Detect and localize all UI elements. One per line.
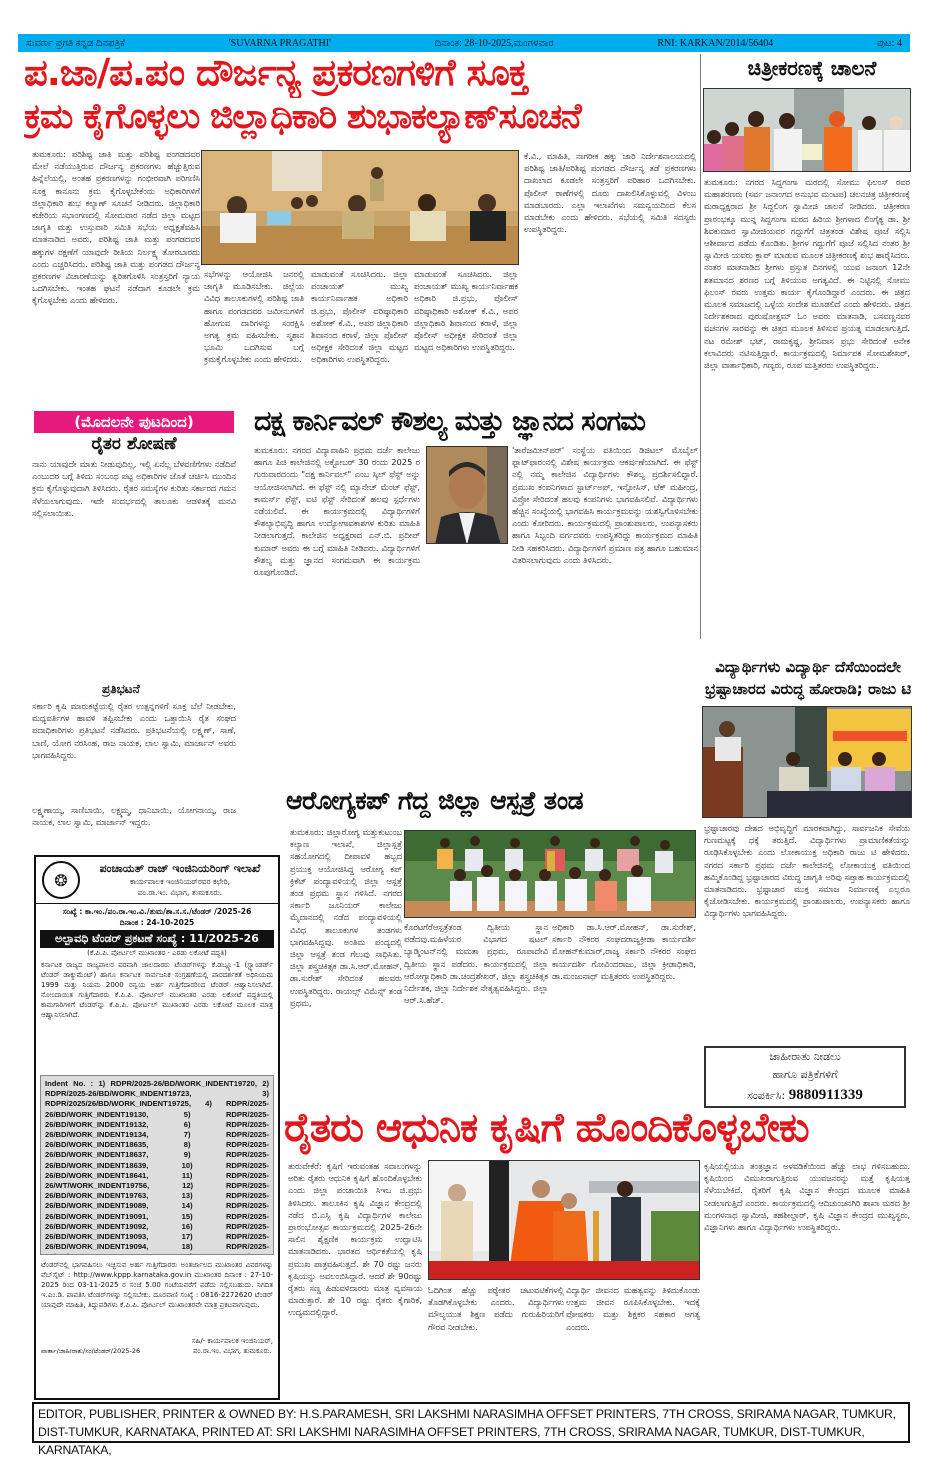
- portrait-photo: [426, 446, 508, 544]
- modern-farming-headline: ರೈತರು ಆಧುನಿಕ ಕೃಷಿಗೆ ಹೊಂದಿಕೊಳ್ಳಬೇಕು: [284, 1108, 809, 1151]
- tender-date: ದಿನಾಂಕ : 24-10-2025: [119, 918, 195, 927]
- tender-office-line1: ಕಾರ್ಯಪಾಲಕ ಇಂಜಿನಿಯರ್‌ರವರ ಕಛೇರಿ,: [129, 877, 231, 886]
- modern-farming-caption2: ವಿದ್ಯಾರ್ಥಿ ಜೀವನದ ಮಹತ್ವವನ್ನು ತಿಳಿದುಕೊಂಡು ಉತ್ತಮ ಜೀವನ ರೂಪಿಸಿಕೊಳ್ಳಬೇಕು. ಇದಕ್ಕೆ ಪೋಷಕರು ಮತ್ತು ಶಿಕ್ಷಕರ ಸಹಕಾರ ಅಗತ್ಯ ಎಂದರು.: [566, 1285, 700, 1332]
- lecture-photo: [702, 706, 912, 818]
- tender-sign-line1: ಸಹಿ/- ಕಾರ್ಯಪಾಲಕ ಇಂಜಿನಿಯರ್,: [191, 1337, 273, 1345]
- filming-headline: ಚಿತ್ರೀಕರಣಕ್ಕೆ ಚಾಲನೆ: [747, 58, 877, 80]
- ad-contact-label: ಸಂಪರ್ಕಿಸಿ:: [747, 1089, 786, 1102]
- tender-notice-subtitle: (ಕೆ.ಪಿ.ಪಿ. ಪೋರ್ಟಲ್ ಮುಖಾಂತರ - ಎರಡು ಲಕೋಟೆ ಪದ್ಧತಿ): [87, 949, 227, 957]
- lead-story-col3: ಮಾಡುವಂತೆ ಸೂಚಿಸಿದರು. ಜಿಲ್ಲಾ ಪಂಚಾಯತ್ ಮುಖ್ಯ ಕಾರ್ಯನಿರ್ವಾಹಕ ಅಧಿಕಾರಿ ಜಿ.ಪ್ರಭು, ಪೊಲೀಸ್ ವರಿಷ್ಠಾಧಿಕಾರಿ ಅಶೋಕ್ ಕೆ.ವಿ., ಅಪರ ಜಿಲ್ಲಾಧಿಕಾರಿ ಶಿವಾನಂದ ಕರಾಳೆ, ಜಿಲ್ಲಾ ಪೊಲೀಸ್ ಅಧೀಕ್ಷಕ ಸೇರಿದಂತೆ ಜಿಲ್ಲಾ ಮಟ್ಟದ ಅಧಿಕಾರಿಗಳು ಉಪಸ್ಥಿತರಿದ್ದರು.: [311, 269, 408, 365]
- hospital-caption1: ಕೊರಟಗೆರೆಆಸ್ಪತ್ರೆತಂಡ ದ್ವಿತೀಯ ಸ್ಥಾನ ಪಡೆದವು.ಮಹಿಳೆಯರ ವಿಭಾಗದ ಷಟಲ್ ಬ್ಯಾಡ್ಮಿಂಟನ್‌ನಲ್ಲಿ ಮಮತಾ ಪ್ರಥಮ, ರೂಪಾದೇವಿ ದ್ವಿತೀಯ ಸ್ಥಾನ ಪಡೆದರು. ಕಾರ್ಯಕ್ರಮದಲ್ಲಿ ಜಿಲ್ಲಾ ಆರೋಗ್ಯಾಧಿಕಾರಿ ಡಾ.ಚಂದ್ರಶೇಖರ್, ಜಿಲ್ಲಾ ಶಸ್ತ್ರಚಿಕಿತ್ಸಕ ನಿರ್ದೇಶಕ, ಜಿಲ್ಲಾ ನಿರ್ದೇಶಕ ನೇತೃತ್ವವಹಿಸಿದ್ದರು. ಜಿಲ್ಲಾ ಆರ್.ಸಿ.ಹೆಚ್.: [404, 922, 548, 1006]
- protest-names: ಲಕ್ಷ್ಮಣಾಯ್ಕ, ಸಾಣಿಬಾಯಿ, ಲಕ್ಷ್ಮಮ್ಮ, ಧಾನಿಬಾಯಿ, ಯೋಗನಾಯ್ಕ, ರಾಜ ನಾಯಕ, ಲಾಲ ಸ್ವಾಮಿ, ಮಾರ್ಜಾನ್ ಇದ್ದರು.: [32, 805, 236, 828]
- page-number: ಪುಟ: 4: [877, 37, 902, 49]
- filming-story-body: ತುಮಕೂರು: ನಗರದ ಸಿದ್ದಗಂಗಾ ಮಠದಲ್ಲಿ ಸೋಮು ಫಿಲಂಸ್ ರವರ ಮಹಾಶರಣರು (ಸರ್ವ ಜನಾಂಗದ ಅನುಭವ ಮಂಟಪ) ಚಲನಚಿತ್ರ ಚಿತ್ರೀಕರಣಕ್ಕೆ ಮಠಾಧ್ಯಕ್ಷರಾದ ಶ್ರೀ ಸಿದ್ದಲಿಂಗ ಸ್ವಾಮೀಜಿ ಚಾಲನೆ ನೀಡಿದರು. ಚಿತ್ರೀಕರಣ ಪ್ರಾರಂಭಕ್ಕೂ ಮುನ್ನ ಸಿದ್ದಗಂಗಾ ಮಠದ ಹಿರಿಯ ಶ್ರೀಗಳಾದ ಲಿಂಗೈಕ್ಯ ಡಾ. ಶ್ರೀ ಶಿವಕುಮಾರ ಸ್ವಾಮೀಜಿಯವರ ಗದ್ದುಗೆಗೆ ಚಿತ್ರತಂಡ ವಿಶೇಷ ಪೂಜೆ ಸಲ್ಲಿಸಿ ಆಶೀರ್ವಾದ ಪಡೆದು ಕೊಂಡಿತು. ಶ್ರೀಗಳ ಗದ್ದುಗೆಗೆ ಪೂಜೆ ಸಲ್ಲಿಸಿದ ನಂತರ ಶ್ರೀ ಸ್ವಾಮೀಜಿ ಯವರು ಕ್ಲಾಪ್ ಮಾಡುವ ಮೂಲಕ ಚಿತ್ರೀಕರಣಕ್ಕೆ ಶುಭ ಹಾರೈಸಿದರು. ನಂತರ ಮಾತನಾಡಿದ ಶ್ರೀಗಳು ಪ್ರಸ್ತುತ ದಿನಗಳಲ್ಲಿ ಯುವ ಜನಾಂಗ 12ನೇ ಶತಮಾನದ ಶರಣರ ಬಗ್ಗೆ ತಿಳಿಯುವ ಅಗತ್ಯವಿದೆ. ಈ ನಿಟ್ಟಿನಲ್ಲಿ ಸೋಮು ಫಿಲಂಸ್ ರವರು ಉತ್ತಮ ಕಾರ್ಯ ಕೈಗೊಂಡಿದ್ದಾರೆ ಎಂದರು. ಈ ಚಿತ್ರದ ಮೂಲಕ ಸಮಾಜದಲ್ಲಿ ಒಳ್ಳೆಯ ಸಂದೇಶ ಮೂಡಲಿದೆ ಎಂದು ಹೇಳಿದರು. ಚಿತ್ರದ ನಿರ್ದೇಶಕರಾದ ಪುರುಷೋತ್ತಮ್ ಓಂ ಅವರು ಮಾತನಾಡಿ, ಬಸವಣ್ಣನವರ ವಚನಗಳ ಸಾರವನ್ನು ಈ ಚಿತ್ರದ ಮೂಲಕ ತಿಳಿಸುವ ಪ್ರಯತ್ನ ಮಾಡಲಾಗುತ್ತಿದೆ. ನಟ ರಮೇಶ್ ಭಟ್, ರಾಮಕೃಷ್ಣ, ಶ್ರೀನಿವಾಸ ಪ್ರಭು ಸೇರಿದಂತೆ ಅನೇಕ ಕಲಾವಿದರು ನಟಿಸುತ್ತಿದ್ದಾರೆ. ಕಾರ್ಯಕ್ರಮದಲ್ಲಿ ನಿರ್ಮಾಪಕ ಸೋಮಶೇಖರ್, ಜಿಲ್ಲಾ ವಾರ್ತಾಧಿಕಾರಿ, ಗಣ್ಯರು, ರೂಪ ಮತ್ತಿತರರು ಉಪಸ್ಥಿತರಿದ್ದರು.: [704, 177, 910, 371]
- column-divider: [700, 54, 701, 639]
- filming-photo-illustration: [704, 89, 911, 172]
- farmers-exploitation-headline: ರೈತರ ಶೋಷಣೆ: [91, 434, 177, 454]
- protest-body: ಸರ್ಕಾರಿ ಕೃಷಿ ಮಾರುಕಟ್ಟೆಯಲ್ಲಿ ರೈತರ ಉತ್ಪನ್ನಗಳಿಗೆ ಸೂಕ್ತ ಬೆಲೆ ನೀಡಬೇಕು, ಮಧ್ಯವರ್ತಿಗಳ ಹಾವಳಿ ತಪ್ಪಿಸಬೇಕು ಎಂದು ಒತ್ತಾಯಿಸಿ ರೈತ ಸಂಘದ ಪದಾಧಿಕಾರಿಗಳು ಪ್ರತಿಭಟನೆ ನಡೆಸಿದರು. ಪ್ರತಿಭಟನೆಯಲ್ಲಿ ಲಕ್ಷ್ಮಣ್, ಸಾಣೆ, ಬಾಣಿ, ಯೋಗ ನರಸಿಂಹ, ರಾಜ ನಾಯಕ, ಲಾಲ ಸ್ವಾಮಿ, ಮಾರ್ಜಾನ್ ಅವರು ಭಾಗವಹಿಸಿದ್ದರು.: [32, 701, 236, 760]
- daksha-col2: 'ತಾರೆಜಮೀನ್‌ಪರ್' ಸಂಸ್ಥೆಯ ವತಿಯಿಂದ ಡಿಜಿಟಲ್ ಮೊಬೈಲ್ ಫ್ಲಾಟ್‌ಫಾರಂನಲ್ಲಿ ವಿಶೇಷ ಕಾರ್ಯಕ್ರಮ ಆಕರ್ಷಣೆಯಾಗಿದೆ. ಈ ಫೆಸ್ಟ್ ನಲ್ಲಿ ನಮ್ಮ ಕಾಲೇಜಿನ ವಿದ್ಯಾರ್ಥಿಗಳು ಕೌಶಲ್ಯ ಪ್ರದರ್ಶಿಸಲಿದ್ದಾರೆ. ಪ್ರಮುಖ ಕಂಪನಿಗಳಾದ ಸ್ಟಾರ್ಟ್‌ಅಪ್, ಇನ್ಫೋಸಿಸ್, ಟೆಕ್ ಮಹೀಂದ್ರ, ವಿಪ್ರೋ ಸೇರಿದಂತೆ ಹಲವು ಕಂಪನಿಗಳು ಭಾಗವಹಿಸಲಿವೆ. ವಿದ್ಯಾರ್ಥಿಗಳು ಹೆಚ್ಚಿನ ಸಂಖ್ಯೆಯಲ್ಲಿ ಭಾಗವಹಿಸಿ ಕಾರ್ಯಕ್ರಮವನ್ನು ಯಶಸ್ವಿಗೊಳಿಸಬೇಕು ಎಂದು ಕೋರಿದರು. ಕಾರ್ಯಕ್ರಮದಲ್ಲಿ ಪ್ರಾಂಶುಪಾಲರು, ಉಪನ್ಯಾಸಕರು ಹಾಗೂ ಸಿಬ್ಬಂದಿ ವರ್ಗದವರು ಉಪಸ್ಥಿತರಿದ್ದು ಕಾರ್ಯಕ್ರಮದ ಮಾಹಿತಿ ನೀಡಿ ಸಹಕರಿಸಿದರು. ವಿದ್ಯಾರ್ಥಿಗಳಿಗೆ ಪ್ರಮಾಣ ಪತ್ರ ಹಾಗೂ ಬಹುಮಾನ ವಿತರಿಸಲಾಗುವುದು ಎಂದು ತಿಳಿಸಿದರು.: [512, 445, 698, 565]
- lead-story-col1: ತುಮಕೂರು: ಪರಿಶಿಷ್ಟ ಜಾತಿ ಮತ್ತು ಪರಿಶಿಷ್ಟ ಪಂಗಡದವರ ಮೇಲೆ ನಡೆಯುತ್ತಿರುವ ದೌರ್ಜನ್ಯ ಪ್ರಕರಣಗಳು ಹೆಚ್ಚುತ್ತಿರುವ ಹಿನ್ನೆಲೆಯಲ್ಲಿ, ಅಂತಹ ಪ್ರಕರಣಗಳನ್ನು ಗಂಭೀರವಾಗಿ ಪರಿಗಣಿಸಿ ಸೂಕ್ತ ಕಾನೂನು ಕ್ರಮ ಕೈಗೊಳ್ಳಬೇಕೆಂದು ಅಧಿಕಾರಿಗಳಿಗೆ ಜಿಲ್ಲಾಧಿಕಾರಿ ಶುಭ ಕಲ್ಯಾಣ್ ಸೂಚನೆ ನೀಡಿದರು. ಜಿಲ್ಲಾಧಿಕಾರಿ ಕಚೇರಿಯ ಸಭಾಂಗಣದಲ್ಲಿ ಸೋಮವಾರ ನಡೆದ ಜಿಲ್ಲಾ ಮಟ್ಟದ ಜಾಗೃತಿ ಮತ್ತು ಉಸ್ತುವಾರಿ ಸಮಿತಿ ಸಭೆಯ ಅಧ್ಯಕ್ಷತೆವಹಿಸಿ ಮಾತನಾಡಿದ ಅವರು, ಪರಿಶಿಷ್ಟ ಜಾತಿ ಮತ್ತು ಪಂಗಡದವರ ಹಕ್ಕುಗಳ ರಕ್ಷಣೆಗೆ ಯಾವುದೇ ರೀತಿಯ ನಿರ್ಲಕ್ಷ್ಯ ತೋರಬಾರದು ಎಂದು ಎಚ್ಚರಿಸಿದರು. ಪರಿಶಿಷ್ಟ ಜಾತಿ ಮತ್ತು ಪಂಗಡದ ದೌರ್ಜನ್ಯ ಪ್ರಕರಣಗಳ ವಿಚಾರಣೆಯನ್ನು ತ್ವರಿತಗೊಳಿಸಿ ಸಂತ್ರಸ್ತರಿಗೆ ನ್ಯಾಯ ಒದಗಿಸಬೇಕು. ಇಂತಹ ಘಟನೆ ನಡೆದಾಗ ಕೂಡಲೇ ಕ್ರಮ ಕೈಗೊಳ್ಳಬೇಕು ಎಂದು ಹೇಳಿದರು.: [32, 149, 200, 306]
- cricket-illustration: [405, 831, 696, 918]
- lamp-lighting-photo: [428, 1160, 700, 1280]
- daksha-headline: ದಕ್ಷ ಕಾರ್ನಿವಲ್ ಕೌಶಲ್ಯ ಮತ್ತು ಜ್ಞಾನದ ಸಂಗಮ: [254, 408, 645, 437]
- ad-line2: ಹಾಗೂ ಪತ್ರಿಕೆಗಳಿಗೆ: [772, 1068, 838, 1081]
- tender-notice: [34, 855, 280, 1400]
- tender-reference: [36, 903, 278, 930]
- lead-headline-line1: ಪ.ಜಾ/ಪ.ಪಂ ದೌರ್ಜನ್ಯ ಪ್ರಕರಣಗಳಿಗೆ ಸೂಕ್ತ: [24, 54, 528, 94]
- lecture-illustration: [703, 707, 912, 818]
- issue-date: ದಿನಾಂಕ: 28-10-2025,ಮಂಗಳವಾರ: [434, 37, 554, 49]
- tender-sign-line2: ಪಂ.ರಾ.ಇಂ. ವಿಭಾಗ, ತುಮಕೂರು.: [193, 1347, 272, 1355]
- lead-headline-line2: ಕ್ರಮ ಕೈಗೊಳ್ಳಲು ಜಿಲ್ಲಾಧಿಕಾರಿ ಶುಭಾಕಲ್ಯಾಣ್‌ಸೂಚನೆ: [24, 100, 581, 137]
- protest-subheadline: ಪ್ರತಿಭಟನೆ: [102, 682, 140, 696]
- farmers-exploitation-body: ನಾನು ಯಾವುದೇ ಮಾತು ನೀಡುವುದಿಲ್ಲ, ಇಲ್ಲಿ ಏನೆಲ್ಲ ಬೆಳವಣಿಗೆಗಳು ನಡೆದಿವೆ ಎಂಬುದರ ಬಗ್ಗೆ ತಿಳಿದು ಸಂಬಂಧ ಪಟ್ಟ ಅಧಿಕಾರಿಗಳ ಜೊತೆ ಚರ್ಚಿಸಿ ಮುಂದಿನ ಕ್ರಮ ಕೈಗೊಳ್ಳುವುದಾಗಿ ತಿಳಿಸಿದರು. ರೈತರ ಸಮಸ್ಯೆಗಳ ಕುರಿತು ಸರ್ಕಾರದ ಗಮನ ಸೆಳೆಯಲಾಗುವುದು. ಇದೇ ಸಂದರ್ಭದಲ್ಲಿ ತಾಲೂಕು ಆಡಳಿತಕ್ಕೆ ಮನವಿ ಸಲ್ಲಿಸಲಾಯಿತು.: [32, 459, 236, 518]
- meeting-photo-illustration: [202, 151, 519, 265]
- paper-name-kn: ಸುವರ್ಣ ಪ್ರಗತಿ ಕನ್ನಡ ದಿನಪತ್ರಿಕೆ: [26, 37, 126, 49]
- cricket-photo: [404, 830, 696, 918]
- tender-footer-ref: ವಾರ್ತಾ/ಜಾಹೀರಾತು/ಸಂ/ಟೆಂಡರ್/2025-26: [41, 1347, 141, 1355]
- lead-story-col3b: ಮಾಡುವಂತೆ ಸೂಚಿಸಿದರು. ಜಿಲ್ಲಾ ಪಂಚಾಯತ್ ಮುಖ್ಯ ಕಾರ್ಯನಿರ್ವಾಹಕ ಅಧಿಕಾರಿ ಜಿ.ಪ್ರಭು, ಪೊಲೀಸ್ ವರಿಷ್ಠಾಧಿಕಾರಿ ಅಶೋಕ್ ಕೆ.ವಿ., ಅಪರ ಜಿಲ್ಲಾಧಿಕಾರಿ ಶಿವಾನಂದ ಕರಾಳೆ, ಜಿಲ್ಲಾ ಪೊಲೀಸ್ ಅಧೀಕ್ಷಕ ಸೇರಿದಂತೆ ಜಿಲ್ಲಾ ಮಟ್ಟದ ಅಧಿಕಾರಿಗಳು ಉಪಸ್ಥಿತರಿದ್ದರು.: [414, 269, 518, 353]
- modern-farming-caption1: ಓದಿಗಿಂತ ಹೆಚ್ಚು ಪಠ್ಯೇತರ ಚಟುವಟಿಕೆಗಳಲ್ಲಿ ತೊಡಗಿಕೊಳ್ಳಬೇಕು ಎಂದರು. ವಿದ್ಯಾರ್ಥಿಗಳು ಮೌಲ್ಯಯುತ ಶಿಕ್ಷಣ ಪಡೆದು ಗುರುಹಿರಿಯರಿಗೆ ಗೌರವ ನೀಡಬೇಕು.: [428, 1285, 564, 1332]
- tender-notice-title: ಅಲ್ಪಾವಧಿ ಟೆಂಡರ್ ಪ್ರಕಟಣೆ ಸಂಖ್ಯೆ : 11/2025-26: [40, 930, 274, 948]
- tender-office-line2: ಪಂ.ರಾ.ಇಂ. ವಿಭಾಗ, ತುಮಕೂರು.: [137, 888, 223, 897]
- paper-name-en: 'SUVARNA PRAGATHI': [228, 37, 331, 49]
- tender-header: [36, 857, 278, 903]
- imprint-footer: EDITOR, PUBLISHER, PRINTER & OWNED BY: H.S.PARAMESH, SRI LAKSHMI NARASIMHA OFFSET PRINTERS, 7TH CROSS, SRIRAMA NAGAR, TUMKUR, DIST-TUMKUR, KARNATAKA, PRINTED AT: SRI LAKSHMI NARASIMHA OFFSET PRINTERS, 7TH CROSS, SRIRAMA NAGAR, TUMKUR, DIST-TUMKUR, KARNATAKA,: [32, 1402, 910, 1443]
- lamp-lighting-illustration: [429, 1161, 700, 1280]
- rni-number: RNI: KARKAN/2014/56404: [657, 37, 774, 49]
- tender-ref-no: ಸಂಖ್ಯೆ : ಕಾ.ಇಂ./ಪಂ.ರಾ.ಇಂ.ವಿ./ತುಮ/ಶಾ.ಸ.ಸ./ಟೆಂಡರ್ /2025-26: [62, 907, 252, 916]
- masthead-band: [18, 34, 910, 52]
- hospital-col1: ತುಮಕೂರು: ಜಿಲ್ಲಾರೋಗ್ಯ ಮತ್ತುಕುಟುಂಬ ಕಲ್ಯಾಣ ಇಲಾಖೆ, ಜಿಲ್ಲಾಸ್ಪತ್ರೆ ಸಹಯೋಗದಲ್ಲಿ ದೀಪಾವಳಿ ಹಬ್ಬದ ಪ್ರಯುಕ್ತ ಆಯೋಜಿಸಿದ್ದ ಆರೋಗ್ಯ ಕಪ್ ಕ್ರಿಕೆಟ್ ಪಂದ್ಯಾವಳಿಯಲ್ಲಿ ಜಿಲ್ಲಾ ಆಸ್ಪತ್ರೆ ತಂಡ ಪ್ರಥಮ ಸ್ಥಾನ ಗಳಿಸಿದೆ. ನಗರದ ಸರ್ಕಾರಿ ಜೂನಿಯರ್ ಕಾಲೇಜು ಮೈದಾನದಲ್ಲಿ ನಡೆದ ಪಂದ್ಯಾವಳಿಯಲ್ಲಿ ವಿವಿಧ ತಾಲೂಕುಗಳ ತಂಡಗಳು ಭಾಗವಹಿಸಿದ್ದವು. ಅಂತಿಮ ಪಂದ್ಯದಲ್ಲಿ ಜಿಲ್ಲಾ ಆಸ್ಪತ್ರೆ ತಂಡ ಗೆಲುವು ಸಾಧಿಸಿತು. ಜಿಲ್ಲಾ ಶಸ್ತ್ರಚಿಕಿತ್ಸಕ ಡಾ.ಸಿ.ಆರ್.ಮೋಹನ್, ಡಾ.ಸುರೇಶ್ ಸೇರಿದಂತೆ ಹಲವರು ಉಪಸ್ಥಿತರಿದ್ದರು. ರಾಯಲ್ಸ್ ವಿಮೆನ್ಸ್ ತಂಡ ಪ್ರಥಮ,: [290, 827, 402, 1008]
- ad-line1: ಜಾಹೀರಾತು ನೀಡಲು: [769, 1050, 841, 1063]
- lead-story-col4: ಕೆ.ವಿ., ಮಾಹಿತಿ, ನಾಗರೀಕ ಹಕ್ಕು ಜಾರಿ ನಿರ್ದೇಶನಾಲಯದಲ್ಲಿ ಪರಿಶಿಷ್ಟ ಜಾತಿ/ಪರಿಶಿಷ್ಟ ಪಂಗಡದ ದೌರ್ಜನ್ಯ ತಡೆ ಪ್ರಕರಣಗಳು ದಾಖಲಾದ ಕೂಡಲೇ ಸಂತ್ರಸ್ತರಿಗೆ ಪರಿಹಾರ ಒದಗಿಸಬೇಕು. ಪೊಲೀಸ್ ಠಾಣೆಗಳಲ್ಲಿ ದೂರು ದಾಖಲಿಸಿಕೊಳ್ಳುವಲ್ಲಿ ವಿಳಂಬ ಮಾಡಬಾರದು. ಎಲ್ಲಾ ಇಲಾಖೆಗಳು ಸಮನ್ವಯದಿಂದ ಕೆಲಸ ಮಾಡಬೇಕು ಎಂದು ಹೇಳಿದರು. ಸಭೆಯಲ್ಲಿ ಸಮಿತಿ ಸದಸ್ಯರು ಉಪಸ್ಥಿತರಿದ್ದರು.: [524, 151, 696, 235]
- meeting-photo: [201, 150, 519, 265]
- hospital-headline: ಆರೋಗ್ಯಕಪ್ ಗೆದ್ದ ಜಿಲ್ಲಾ ಆಸ್ಪತ್ರೆ ತಂಡ: [286, 788, 584, 815]
- continued-label: (ಮೊದಲನೇ ಪುಟದಿಂದ): [34, 411, 234, 433]
- tender-footer: [36, 1334, 278, 1358]
- portrait-illustration: [427, 447, 508, 544]
- tender-indent-list: Indent No. : 1) RDPR/2025-26/BD/WORK_INDENT19720, 2) RDPR/2025-26/BD/WORK_INDENT19723, 3) RDPR/2025/26/BD/WORK_INDENT19725, 4) RDPR/2025-26/BD/WORK_INDENT19130, 5) RDPR/2025-26/BD/WORK_INDENT19132, 6) RDPR/2025-26/BD/WORK_INDENT19134, 7) RDPR/2025-26/BD/WORK_INDENT18635, 8) RDPR/2025-26/BD/WORK_INDENT18637, 9) RDPR/2025-26/BD/WORK_INDENT18639, 10) RDPR/2025-26/BD/WORK_INDENT18641, 11) RDPR/2025-26/WT/WORK_INDENT19756, 12) RDPR/2025-26/BD/WORK_INDENT19763, 13) RDPR/2025-26/BD/WORK_INDENT19089, 14) RDPR/2025-26/BD/WORK_INDENT19091, 15) RDPR/2025-26/BD/WORK_INDENT19092, 16) RDPR/2025-26/BD/WORK_INDENT19093, 17) RDPR/2025-26/BD/WORK_INDENT19094, 18) RDPR/2025-: [40, 1075, 274, 1255]
- state-emblem-icon: ❂: [42, 861, 80, 899]
- tender-details: ಟೆಂಡರ್‌ನಲ್ಲಿ ಭಾಗವಹಿಸಲು ಇಚ್ಛಿಸುವ ಅರ್ಹ ಗುತ್ತಿಗೆದಾರರು ಅಂತರ್ಜಾಲದ ಮುಖಾಂತರ ವಿವರಗಳನ್ನು ವೆಬ್‌ಸೈಟ್ : http://www.kppp.karnataka.gov.in ಮುಖಾಂತರ ದಿನಾಂಕ : 27-10-2025 ರಿಂದ 03-11-2025 ರ ಸಂಜೆ 5.00 ಗಂಟೆಯವರೆಗೆ ಪಡೆದು ಸಲ್ಲಿಸಬಹುದು. ನಿಗದಿತ ಇ.ಎಂ.ಡಿ. ಪಾವತಿಸಿ ಟೆಂಡರ್‌ಗಳನ್ನು ಸಲ್ಲಿಸಬೇಕು. ದೂರವಾಣಿ ಸಂಖ್ಯೆ : 0816-2272620 ಟೆಂಡರ್ ಯಾವುದೇ ಮಾಹಿತಿ, ತಿದ್ದುಪಡಿಗಳು ಕೆ.ಪಿ.ಪಿ. ಪೋರ್ಟಲ್ ಮುಖಾಂತರವೇ ಮಾತ್ರ ಪ್ರಕಟವಾಗುವುದು.: [41, 1261, 273, 1309]
- lead-story-col2: ಸಭೆಗಳನ್ನು ಆಯೋಜಿಸಿ ಜನರಲ್ಲಿ ಜಾಗೃತಿ ಮೂಡಿಸಬೇಕು. ಜಿಲ್ಲೆಯ ವಿವಿಧ ತಾಲೂಕುಗಳಲ್ಲಿ ಪರಿಶಿಷ್ಟ ಜಾತಿ ಹಾಗೂ ಪಂಗಡದವರ ಜಮೀನುಗಳಿಗೆ ಹೋಗುವ ದಾರಿಗಳನ್ನು ಸಂರಕ್ಷಿಸಿ ಅಗತ್ಯ ಕ್ರಮ ವಹಿಸಬೇಕು. ಸ್ಮಶಾನ ಭೂಮಿ ಒದಗಿಸುವ ಬಗ್ಗೆ ಕ್ರಮಕೈಗೊಳ್ಳಬೇಕು ಎಂದು ಹೇಳಿದರು.: [204, 269, 304, 365]
- daksha-col1: ತುಮಕೂರು: ನಗರದ ವಿದ್ಯಾವಾಹಿನಿ ಪ್ರಥಮ ದರ್ಜೆ ಕಾಲೇಜು ಹಾಗೂ ಪಿಜಿ ಕಾಲೇಜಿನಲ್ಲಿ ಅಕ್ಟೋಬರ್ 30 ರಂದು 2025 ರ ಗುರುವಾರದಂದು "ದಕ್ಷ ಕಾರ್ನಿವಲ್" ಎಂಬ ಸ್ಕಿಲ್ ಫೆಸ್ಟ್ ಅನ್ನು ಆಯೋಜಿಸಲಾಗಿದೆ. ಈ ಫೆಸ್ಟ್ ನಲ್ಲಿ ಮ್ಯಾನೇಜ್ ಮೆಂಟ್ ಫೆಸ್ಟ್, ಕಾಮರ್ಸ್ ಫೆಸ್ಟ್, ಐಟಿ ಫೆಸ್ಟ್ ಸೇರಿದಂತೆ ಹಲವು ಸ್ಪರ್ಧೆಗಳು ನಡೆಯಲಿವೆ. ಈ ಕಾರ್ಯಕ್ರಮದಲ್ಲಿ ವಿದ್ಯಾರ್ಥಿಗಳಿಗೆ ಕೌಶಲ್ಯಾಭಿವೃದ್ಧಿ ಹಾಗೂ ಉದ್ಯೋಗಾವಕಾಶಗಳ ಕುರಿತು ಮಾಹಿತಿ ನೀಡಲಾಗುತ್ತದೆ. ಕಾಲೇಜಿನ ಅಧ್ಯಕ್ಷರಾದ ಎನ್.ಬಿ. ಪ್ರದೀಪ್ ಕುಮಾರ್ ಅವರು ಈ ಬಗ್ಗೆ ಮಾಹಿತಿ ನೀಡಿದರು. ವಿದ್ಯಾರ್ಥಿಗಳಿಗೆ ಕೌಶಲ್ಯ ಮತ್ತು ಜ್ಞಾನದ ಸಂಗಮವಾಗಿ ಈ ಕಾರ್ಯಕ್ರಮ ರೂಪುಗೊಂಡಿದೆ.: [254, 445, 420, 578]
- corruption-body: ಭ್ರಷ್ಟಾಚಾರವು ದೇಶದ ಅಭಿವೃದ್ಧಿಗೆ ಮಾರಕವಾಗಿದ್ದು, ಸಾರ್ವಜನಿಕ ಸೇವೆಯ ಗುಣಮಟ್ಟಕ್ಕೆ ಧಕ್ಕೆ ತರುತ್ತಿದೆ. ವಿದ್ಯಾರ್ಥಿಗಳು ಪ್ರಾಮಾಣಿಕತೆಯನ್ನು ರೂಢಿಸಿಕೊಳ್ಳಬೇಕು ಎಂದು ಲೋಕಾಯುಕ್ತ ಅಧಿಕಾರಿ ರಾಜು ಟಿ ಹೇಳಿದರು. ನಗರದ ಸರ್ಕಾರಿ ಪ್ರಥಮ ದರ್ಜೆ ಕಾಲೇಜಿನಲ್ಲಿ ಲೋಕಾಯುಕ್ತ ವತಿಯಿಂದ ಹಮ್ಮಿಕೊಂಡಿದ್ದ ಭ್ರಷ್ಟಾಚಾರದ ವಿರುದ್ಧ ಜಾಗೃತಿ ಅರಿವು ಸಪ್ತಾಹ ಕಾರ್ಯಕ್ರಮದಲ್ಲಿ ಮಾತನಾಡಿದರು. ಭ್ರಷ್ಟಾಚಾರ ಮುಕ್ತ ಸಮಾಜ ನಿರ್ಮಾಣಕ್ಕೆ ಎಲ್ಲರೂ ಕೈಜೋಡಿಸಬೇಕು. ಕಾರ್ಯಕ್ರಮದಲ್ಲಿ ಪ್ರಾಂಶುಪಾಲರು, ಉಪನ್ಯಾಸಕರು ಹಾಗೂ ವಿದ್ಯಾರ್ಥಿಗಳು ಭಾಗವಹಿಸಿದ್ದರು.: [704, 823, 910, 919]
- modern-farming-col3: ಕೃಷಿಯಲ್ಲಿಯೂ ತಂತ್ರಜ್ಞಾನ ಅಳವಡಿಕೆಯಿಂದ ಹೆಚ್ಚು ಲಾಭ ಗಳಿಸಬಹುದು. ಕೃಷಿಯಿಂದ ವಿಮುಖರಾಗುತ್ತಿರುವ ಯುವಜನರನ್ನು ಮತ್ತೆ ಕೃಷಿಯತ್ತ ಸೆಳೆಯಬೇಕಿದೆ. ರೈತರಿಗೆ ಕೃಷಿ ವಿಜ್ಞಾನ ಕೇಂದ್ರದ ಮೂಲಕ ಮಾಹಿತಿ ನೀಡಲಾಗುತ್ತಿದೆ ಎಂದರು. ಕಾರ್ಯಕ್ರಮದಲ್ಲಿ ಆದಿಚುಂಚನಗಿರಿ ಶಾಖಾ ಮಠದ ಶ್ರೀ ಮಂಗಳನಾಥ ಸ್ವಾಮೀಜಿ, ತಹಶೀಲ್ದಾರ್, ಕೃಷಿ ವಿಜ್ಞಾನ ಕೇಂದ್ರದ ಮುಖ್ಯಸ್ಥರು, ವಿಜ್ಞಾನಿಗಳು ಹಾಗೂ ವಿದ್ಯಾರ್ಥಿಗಳು ಉಪಸ್ಥಿತರಿದ್ದರು.: [704, 1161, 910, 1233]
- corruption-headline-line2: ಭ್ರಷ್ಟಾಚಾರದ ವಿರುದ್ಧ ಹೋರಾಡಿ; ರಾಜು ಟಿ: [704, 682, 912, 698]
- tender-department: ಪಂಚಾಯತ್ ರಾಜ್ ಇಂಜಿನಿಯರಿಂಗ್ ಇಲಾಖೆ: [99, 862, 261, 875]
- modern-farming-col1: ತುರುವೇಕೆರೆ: ಕೃಷಿಗೆ ಇರುವಂತಹ ಸವಾಲುಗಳನ್ನು ಅರಿತು ರೈತರು ಆಧುನಿಕ ಕೃಷಿಗೆ ಹೊಂದಿಕೊಳ್ಳಬೇಕು ಎಂದು ಜಿಲ್ಲಾ ಪಂಚಾಯಿತಿ ಸಿಇಒ ಜಿ.ಪ್ರಭು ತಿಳಿಸಿದರು. ತಾಲೂಕಿನ ಕೃಷಿ ವಿಜ್ಞಾನ ಕೇಂದ್ರದಲ್ಲಿ ನಡೆದ ಬಿ.ಎಸ್ಸಿ ಕೃಷಿ ವಿದ್ಯಾರ್ಥಿಗಳ ಕಾಲೇಜು ಪ್ರಾರಂಭೋತ್ಸವ ಕಾರ್ಯಕ್ರಮದಲ್ಲಿ 2025-26ನೇ ಸಾಲಿನ ಶೈಕ್ಷಣಿಕ ಕಾರ್ಯಕ್ರಮ ಉದ್ಘಾಟಿಸಿ ಮಾತನಾಡಿದರು. ಭಾರತದ ಆರ್ಥಿಕತೆಯಲ್ಲಿ ಕೃಷಿ ಪ್ರಮುಖ ಪಾತ್ರವಹಿಸುತ್ತದೆ. ಶೇ 70 ರಷ್ಟು ಜನರು ಕೃಷಿಯನ್ನು ಅವಲಂಬಿಸಿದ್ದಾರೆ. ಆದರೆ ಶೇ 90ರಷ್ಟು ರೈತರು ಸಣ್ಣ ಹಿಡುವಳಿದಾರರು ಮಾತ್ರ ವ್ಯವಸಾಯ ಮಾಡುತ್ತಾರೆ. ಶೇ 10 ರಷ್ಟು ರೈತರು ಕೈಗಾರಿಕೆ, ಉದ್ಯಮದಲ್ಲಿದ್ದಾರೆ.: [288, 1161, 422, 1318]
- ad-phone[interactable]: 9880911339: [788, 1087, 863, 1103]
- corruption-headline-line1: ವಿದ್ಯಾರ್ಥಿಗಳು ವಿದ್ಯಾರ್ಥಿ ದೆಸೆಯಿಂದಲೇ: [715, 660, 901, 676]
- filming-photo: [703, 88, 911, 172]
- hospital-caption2: ಅಧಿಕಾರಿ ಡಾ.ಸಿ.ಆರ್.ಮೋಹನ್, ಡಾ.ಸುರೇಶ್, ಸರ್ಕಾರಿ ನೌಕರರ ಸಂಘದರಾಜ್ಯಕ್ರೀಡಾ ಕಾರ್ಯದರ್ಶಿ ಮೋಹನ್‌ಕುಮಾರ್,ರಾಜ್ಯ ಸರ್ಕಾರಿ ನೌಕರರ ಸಂಘದ ಕಾರ್ಯದರ್ಶಿ ಗೋವಿಂದರಾಜು, ಜಿಲ್ಲಾ ಕ್ರೀಡಾಧಿಕಾರಿ, ಡಾ.ಮಂಜುನಾಥ್ ಮತ್ತಿತರರು ಉಪಸ್ಥಿತರಿದ್ದರು.: [552, 922, 696, 981]
- ad-contact-row: [706, 1084, 904, 1107]
- tender-intro: ಕರ್ನಾಟಕ ರಾಜ್ಯದ ರಾಜ್ಯಪಾಲರ ಪರವಾಗಿ ಜಾಲದಾರರು ಟೆಂಡರ್‌ಗಳನ್ನು ಕೆ.ಡಬ್ಲ್ಯೂ-1 (ಸ್ಟ್ಯಾಂಡರ್ಡ್ ಟೆಂಡರ್ ಡಾಕ್ಯುಮೆಂಟ್) ಹಾಗೂ ಕರ್ನಾಟಕ ಸಾರ್ವಜನಿಕ ಸಂಗ್ರಹಣೆಯಲ್ಲಿ ಪಾರದರ್ಶಕತೆ ಅಧಿನಿಯಮ 1999 ಮತ್ತು ನಿಯಮ 2000 ರನ್ವಯ ಅರ್ಹ ಗುತ್ತಿಗೆದಾರರಿಂದ ಟೆಂಡರ್ ಆಹ್ವಾನಿಸಲಾಗಿದೆ. ನೋಂದಾಯಿತ ಗುತ್ತಿಗೆದಾರರು ಕೆ.ಪಿ.ಪಿ. ಪೋರ್ಟಲ್ ಮುಖಾಂತರ ಎರಡು ಲಕೋಟೆ ಪದ್ಧತಿಯಲ್ಲಿ ಕಾಮಗಾರಿಗಳಿಗೆ ಟೆಂಡರ್‌ನ್ನು ಕೆ.ಪಿ.ಪಿ. ಪೋರ್ಟಲ್ ಮುಖಾಂತರ ಎರಡು ಲಕೋಟೆ ಮೂಲಕ ಮಾತ್ರ ಆಹ್ವಾನಿಸಲಾಗಿದೆ.: [41, 961, 273, 1019]
- ad-contact-box: [704, 1046, 906, 1108]
